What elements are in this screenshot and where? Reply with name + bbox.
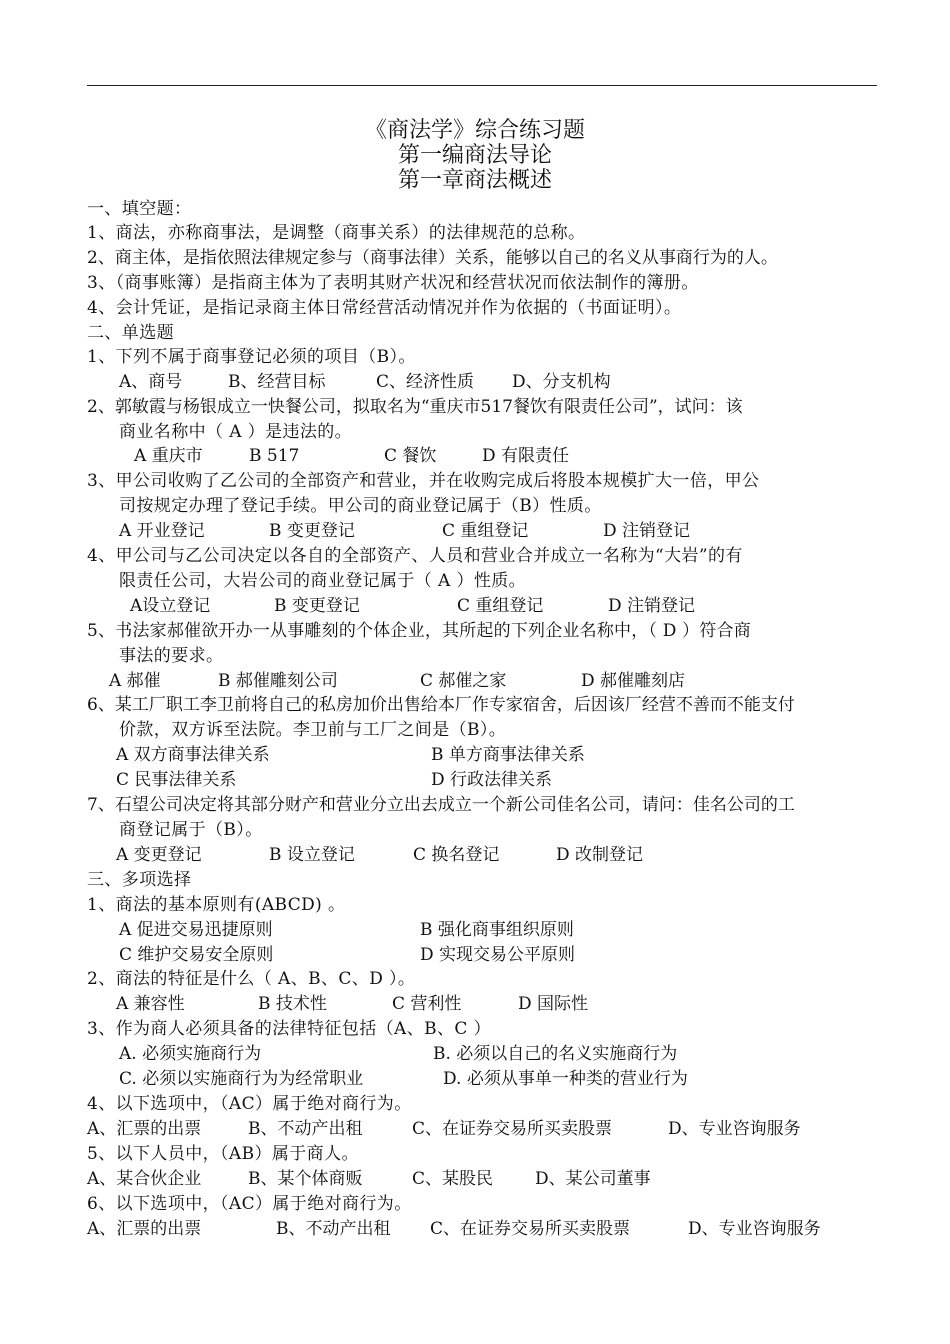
mc-q4-option-a: A、汇票的出票 <box>87 1119 202 1139</box>
sc-q4-option-c: C 重组登记 <box>457 596 544 616</box>
mc-q1-option-a: A 促进交易迅捷原则 <box>119 920 273 940</box>
mc-q2-option-a: A 兼容性 <box>116 994 185 1014</box>
mc-q6-option-a: A、汇票的出票 <box>87 1219 202 1239</box>
sc-q4-option-a: A设立登记 <box>130 596 211 616</box>
mc-q3-stem: 3、作为商人必须具备的法律特征包括（A、B、C ） <box>87 1019 491 1039</box>
fill-blank-item-3: 3、（商事账簿）是指商主体为了表明其财产状况和经营状况而依法制作的簿册。 <box>87 273 699 293</box>
mc-q3-option-d: D. 必须从事单一种类的营业行为 <box>443 1069 688 1089</box>
sc-q7-option-a: A 变更登记 <box>116 845 202 865</box>
mc-q3-option-c: C. 必须以实施商行为为经常职业 <box>119 1069 364 1089</box>
mc-q6-option-b: B、不动产出租 <box>276 1219 391 1239</box>
multiple-choice-heading: 三、多项选择 <box>87 870 192 890</box>
mc-q1-option-c: C 维护交易安全原则 <box>119 945 274 965</box>
sc-q2-option-a: A 重庆市 <box>134 446 203 466</box>
sc-q7-option-d: D 改制登记 <box>556 845 644 865</box>
sc-q2-stem-line1: 2、郭敏霞与杨银成立一快餐公司，拟取名为“重庆市517餐饮有限责任公司”，试问：该 <box>87 397 743 417</box>
mc-q5-option-a: A、某合伙企业 <box>87 1169 202 1189</box>
sc-q6-stem-line2: 价款，双方诉至法院。李卫前与工厂之间是（B）。 <box>119 720 507 740</box>
sc-q6-option-b: B 单方商事法律关系 <box>431 745 585 765</box>
sc-q4-option-b: B 变更登记 <box>274 596 360 616</box>
sc-q2-option-d: D 有限责任 <box>482 446 570 466</box>
title-block <box>0 118 950 193</box>
fill-blank-item-4: 4、会计凭证，是指记录商主体日常经营活动情况并作为依据的（书面证明）。 <box>87 298 682 318</box>
mc-q1-stem: 1、商法的基本原则有(ABCD) 。 <box>87 895 346 915</box>
sc-q2-stem-line2: 商业名称中（ A ）是违法的。 <box>119 422 353 442</box>
mc-q5-option-d: D、某公司董事 <box>535 1169 651 1189</box>
sc-q2-option-c: C 餐饮 <box>384 446 437 466</box>
sc-q1-stem: 1、下列不属于商事登记必须的项目（B）。 <box>87 347 416 367</box>
mc-q5-option-c: C、某股民 <box>412 1169 494 1189</box>
mc-q2-option-c: C 营利性 <box>392 994 462 1014</box>
mc-q2-option-b: B 技术性 <box>258 994 327 1014</box>
sc-q7-option-c: C 换名登记 <box>413 845 500 865</box>
sc-q6-stem-line1: 6、某工厂职工李卫前将自己的私房加价出售给本厂作专家宿舍，后因该厂经营不善而不能支付 <box>87 695 795 715</box>
sc-q3-stem-line2: 司按规定办理了登记手续。甲公司的商业登记属于（B）性质。 <box>119 496 602 516</box>
sc-q5-stem-line1: 5、书法家郝催欲开办一从事雕刻的个体企业，其所起的下列企业名称中，（ D ）符合商 <box>87 621 751 641</box>
mc-q3-option-a: A. 必须实施商行为 <box>119 1044 262 1064</box>
sc-q1-option-d: D、分支机构 <box>512 372 611 392</box>
mc-q6-option-c: C、在证券交易所买卖股票 <box>430 1219 631 1239</box>
sc-q3-option-c: C 重组登记 <box>442 521 529 541</box>
mc-q6-option-d: D、专业咨询服务 <box>688 1219 821 1239</box>
sc-q1-option-c: C、经济性质 <box>376 372 475 392</box>
mc-q4-stem: 4、以下选项中，（AC）属于绝对商行为。 <box>87 1094 412 1114</box>
part-title: 第一编商法导论 <box>397 143 552 168</box>
mc-q3-option-b: B. 必须以自己的名义实施商行为 <box>433 1044 678 1064</box>
sc-q4-stem-line1: 4、甲公司与乙公司决定以各自的全部资产、人员和营业合并成立一名称为“大岩”的有 <box>87 546 743 566</box>
header-rule <box>87 85 877 86</box>
sc-q5-stem-line2: 事法的要求。 <box>119 646 224 666</box>
sc-q4-stem-line2: 限责任公司，大岩公司的商业登记属于（ A ）性质。 <box>119 571 527 591</box>
sc-q6-option-c: C 民事法律关系 <box>116 770 237 790</box>
sc-q3-stem-line1: 3、甲公司收购了乙公司的全部资产和营业，并在收购完成后将股本规模扩大一倍，甲公 <box>87 471 760 491</box>
document-title: 《商法学》综合练习题 <box>364 118 585 143</box>
sc-q1-option-b: B、经营目标 <box>228 372 326 392</box>
sc-q4-option-d: D 注销登记 <box>608 596 696 616</box>
sc-q5-option-c: C 郝催之家 <box>420 671 507 691</box>
sc-q1-option-a: A、商号 <box>119 372 183 392</box>
fill-blank-heading: 一、填空题： <box>87 199 192 219</box>
sc-q3-option-b: B 变更登记 <box>269 521 355 541</box>
mc-q2-stem: 2、商法的特征是什么（ A、B、C、D ）。 <box>87 969 416 989</box>
mc-q5-stem: 5、以下人员中，（AB）属于商人。 <box>87 1144 359 1164</box>
sc-q7-stem-line1: 7、石望公司决定将其部分财产和营业分立出去成立一个新公司佳名公司，请问：佳名公司的工 <box>87 795 795 815</box>
sc-q6-option-a: A 双方商事法律关系 <box>116 745 270 765</box>
sc-q5-option-b: B 郝催雕刻公司 <box>218 671 338 691</box>
sc-q2-option-b: B 517 <box>249 446 300 466</box>
sc-q3-option-a: A 开业登记 <box>119 521 205 541</box>
sc-q5-option-a: A 郝催 <box>109 671 161 691</box>
fill-blank-item-1: 1、商法，亦称商事法，是调整（商事关系）的法律规范的总称。 <box>87 223 586 243</box>
sc-q7-option-b: B 设立登记 <box>269 845 355 865</box>
mc-q2-option-d: D 国际性 <box>518 994 589 1014</box>
chapter-title: 第一章商法概述 <box>397 168 552 193</box>
mc-q4-option-c: C、在证券交易所买卖股票 <box>412 1119 613 1139</box>
mc-q6-stem: 6、以下选项中，（AC）属于绝对商行为。 <box>87 1194 412 1214</box>
mc-q5-option-b: B、某个体商贩 <box>248 1169 363 1189</box>
mc-q4-option-b: B、不动产出租 <box>248 1119 363 1139</box>
sc-q3-option-d: D 注销登记 <box>603 521 691 541</box>
fill-blank-item-2: 2、商主体，是指依照法律规定参与（商事法律）关系，能够以自己的名义从事商行为的人。 <box>87 248 778 268</box>
mc-q1-option-b: B 强化商事组织原则 <box>420 920 574 940</box>
sc-q7-stem-line2: 商登记属于（B）。 <box>119 820 263 840</box>
mc-q1-option-d: D 实现交易公平原则 <box>420 945 576 965</box>
sc-q6-option-d: D 行政法律关系 <box>431 770 553 790</box>
sc-q5-option-d: D 郝催雕刻店 <box>581 671 686 691</box>
mc-q4-option-d: D、专业咨询服务 <box>668 1119 801 1139</box>
single-choice-heading: 二、单选题 <box>87 323 174 343</box>
